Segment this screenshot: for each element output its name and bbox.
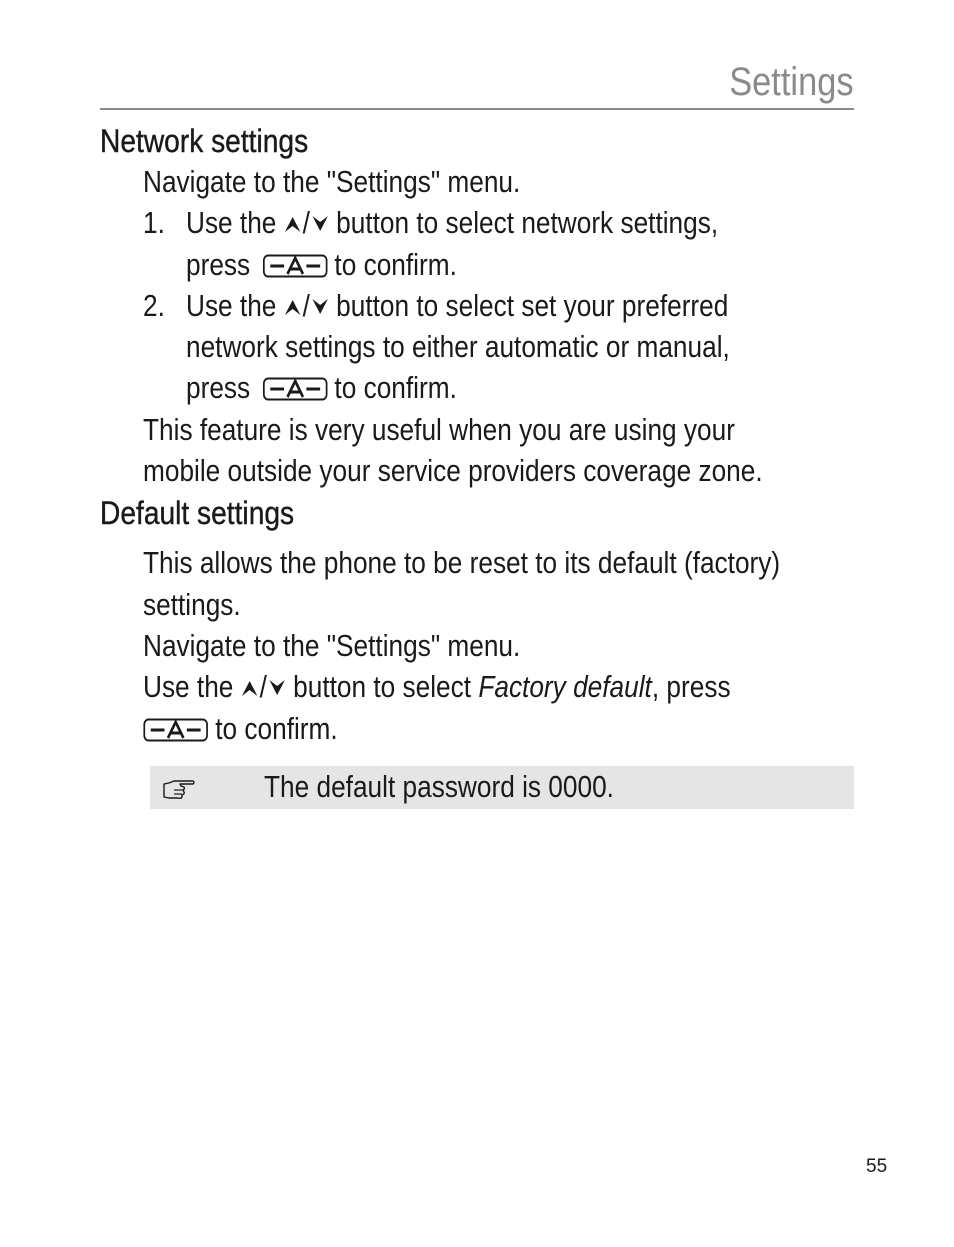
network-step-2: 2. Use the / button to select set your preferred network settings to either automatic or manual, press to confirm. <box>100 286 754 410</box>
up-arrow-icon <box>284 214 301 234</box>
tip-box <box>150 766 854 809</box>
network-intro: Navigate to the "Settings" menu. <box>143 165 521 199</box>
default-instruction: Use the / button to select Factory default, press <box>143 670 731 705</box>
page-content <box>100 120 860 750</box>
a-key-icon <box>143 718 208 742</box>
slash: / <box>259 670 267 705</box>
network-step-1: 1. Use the / button to select network settings, press to confirm. <box>100 203 754 286</box>
step-number: 2. <box>143 288 165 323</box>
factory-default-term: Factory default <box>478 670 652 705</box>
network-note-line-1: This feature is very useful when you are using your <box>143 412 735 447</box>
default-confirm: to confirm. <box>100 709 754 750</box>
page-number: 55 <box>866 1156 888 1177</box>
default-settings-heading: Default settings <box>100 495 295 532</box>
pointing-hand-icon <box>162 775 196 801</box>
down-arrow-icon <box>312 214 329 234</box>
tip-text: The default password is 0000. <box>264 770 614 804</box>
up-arrow-icon <box>241 678 258 698</box>
down-arrow-icon <box>312 297 329 317</box>
page-title: Settings <box>729 60 854 104</box>
page-header <box>100 58 854 110</box>
a-key-icon <box>262 377 327 401</box>
network-settings-heading: Network settings <box>100 123 309 159</box>
a-key-icon <box>262 254 327 278</box>
down-arrow-icon <box>269 678 286 698</box>
default-desc-line-2: settings. <box>143 587 241 622</box>
slash: / <box>302 206 310 241</box>
slash: / <box>302 288 310 323</box>
network-note-line-2: mobile outside your service providers coverage zone. <box>143 454 763 489</box>
default-desc-line-1: This allows the phone to be reset to its default (factory) <box>143 546 781 581</box>
default-navigate: Navigate to the "Settings" menu. <box>143 628 521 663</box>
step-number: 1. <box>143 206 165 241</box>
up-arrow-icon <box>284 297 301 317</box>
